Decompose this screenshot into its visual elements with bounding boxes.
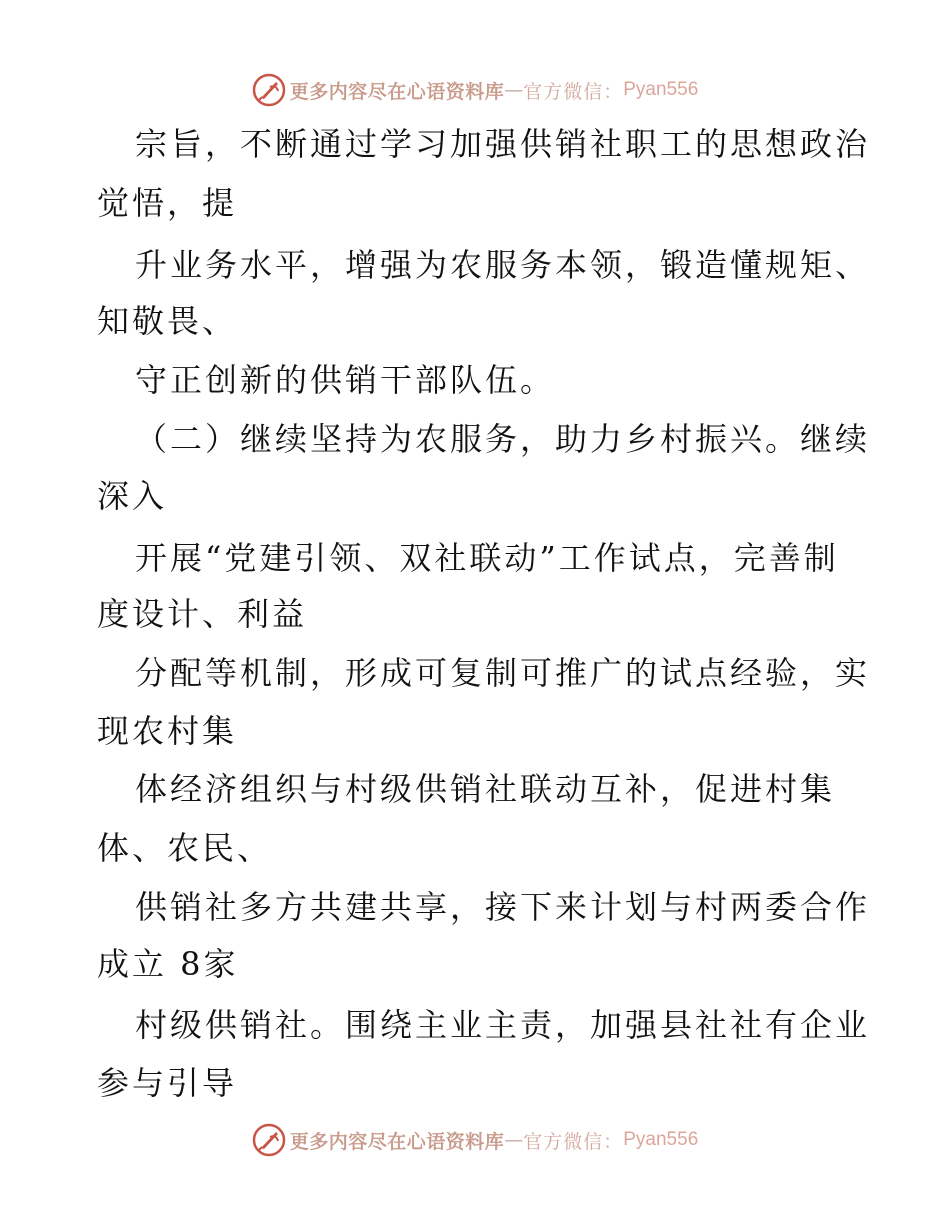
text-line: 宗旨，不断通过学习加强供销社职工的思想政治 — [135, 125, 871, 163]
text-line: 升业务水平，增强为农服务本领，锻造懂规矩、 — [135, 246, 871, 284]
text-line: 守正创新的供销干部队伍。 — [135, 361, 556, 399]
text-line: 知敬畏、 — [97, 302, 238, 340]
text-line: 觉悟，提 — [97, 184, 238, 222]
text-line: 开展“党建引领、双社联动”工作试点，完善制 — [135, 539, 839, 577]
text-line: 度设计、利益 — [97, 595, 308, 633]
text-line: 成立 8家 — [97, 945, 239, 983]
text-line: 村级供销社。围绕主业主责，加强县社社有企业 — [135, 1006, 871, 1044]
watermark-site-text: 更多内容尽在心语资料库 — [289, 80, 505, 103]
watermark-wechat-id: Pyan556 — [623, 79, 699, 100]
watermark-wechat-id: Pyan556 — [623, 1129, 699, 1150]
watermark-site-text: 更多内容尽在心语资料库 — [289, 1130, 505, 1153]
text-line: 参与引导 — [97, 1064, 238, 1102]
feather-pen-logo-icon — [252, 73, 286, 107]
watermark-wechat-label: 官方微信： — [523, 80, 624, 103]
text-line: 深入 — [97, 477, 168, 515]
text-line: 分配等机制，形成可复制可推广的试点经验，实 — [135, 654, 871, 692]
feather-pen-logo-icon — [252, 1123, 286, 1157]
text-line: 体、农民、 — [97, 829, 273, 867]
text-line: 现农村集 — [97, 712, 238, 750]
text-line: 体经济组织与村级供销社联动互补，促进村集 — [135, 770, 836, 808]
header-watermark-banner — [0, 70, 950, 110]
footer-watermark-banner — [0, 1120, 950, 1160]
watermark-dash: — — [504, 79, 524, 101]
watermark-dash: — — [504, 1129, 524, 1151]
text-line: （二）继续坚持为农服务，助力乡村振兴。继续 — [135, 420, 871, 458]
watermark-wechat-label: 官方微信： — [523, 1130, 624, 1153]
text-line: 供销社多方共建共享，接下来计划与村两委合作 — [135, 888, 871, 926]
